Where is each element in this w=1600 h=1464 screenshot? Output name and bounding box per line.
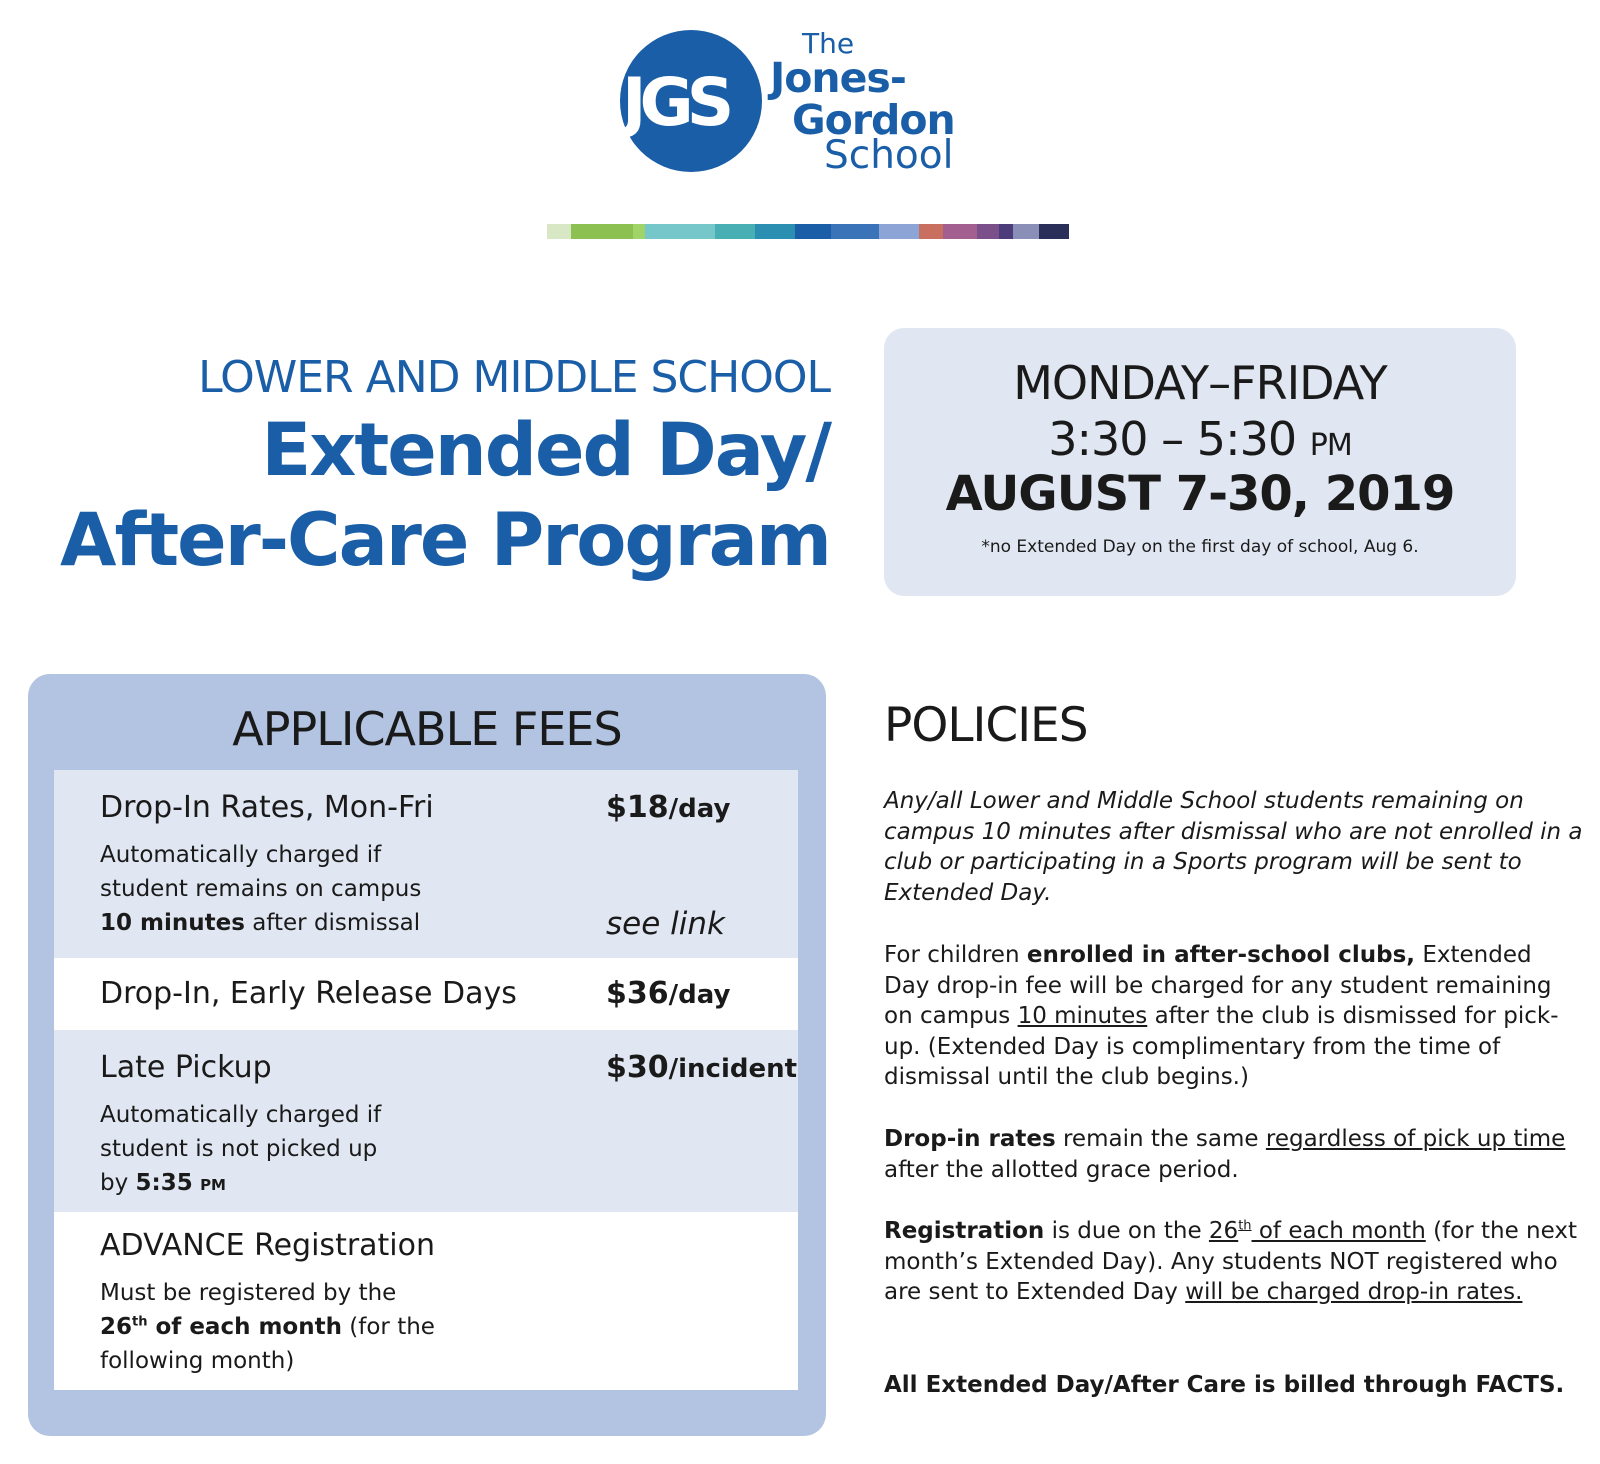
stripe-segment: [943, 224, 977, 239]
fee-price-amount: $36: [606, 976, 669, 1011]
fee-desc-line: Automatically charged if: [100, 842, 382, 868]
fee-label: Drop-In, Early Release Days: [100, 976, 517, 1011]
stripe-segment: [1013, 224, 1039, 239]
fee-row-advance-registration: [54, 1212, 798, 1390]
fee-desc-line: Automatically charged if: [100, 1102, 382, 1128]
schedule-note: *no Extended Day on the first day of school, Aug 6.: [981, 536, 1419, 557]
fee-price: [606, 1050, 797, 1085]
title-heading: [20, 406, 830, 586]
fee-label: Drop-In Rates, Mon-Fri: [100, 790, 434, 825]
policy-bold: enrolled in after-school clubs,: [1026, 942, 1416, 968]
title-line-1: Extended Day/: [261, 408, 830, 493]
title-line-2: After-Care Program: [60, 498, 830, 583]
fee-price-unit: /day: [668, 794, 731, 824]
fee-row-late-pickup: [54, 1030, 798, 1212]
stripe-segment: [831, 224, 879, 239]
schedule-time-suffix: PM: [1309, 428, 1352, 463]
title-subheading: LOWER AND MIDDLE SCHOOL: [198, 352, 830, 403]
policy-underline: 26: [1208, 1218, 1239, 1244]
policy-text: after the allotted grace period.: [884, 1156, 1239, 1183]
fee-price-amount: $30: [606, 1050, 669, 1085]
logo-line-1: The: [802, 27, 855, 60]
fee-desc-text: by: [100, 1170, 136, 1196]
stripe-segment: [715, 224, 755, 239]
stripe-segment: [633, 224, 645, 239]
stripe-segment: [999, 224, 1013, 239]
fees-title: APPLICABLE FEES: [232, 702, 622, 756]
stripe-segment: [977, 224, 999, 239]
stripe-segment: [755, 224, 795, 239]
fee-label: Late Pickup: [100, 1050, 272, 1085]
logo-line-3: Gordon: [792, 96, 955, 144]
policy-underline: will be charged drop-in rates.: [1185, 1279, 1523, 1305]
policy-text: For children: [884, 942, 1027, 968]
policy-sup: th: [1238, 1218, 1252, 1234]
see-link[interactable]: see link: [606, 906, 725, 942]
schedule-dates: AUGUST 7-30, 2019: [945, 466, 1455, 522]
policy-underline: regardless of pick up time: [1265, 1126, 1566, 1152]
fee-desc-line: student remains on campus: [100, 876, 422, 902]
schedule-days: MONDAY–FRIDAY: [1013, 356, 1387, 410]
policy-text: (for the next month’s Extended Day). Any students NOT registered who are sent to Extended Day: [884, 1218, 1577, 1305]
fee-desc-suffix: PM: [200, 1176, 226, 1194]
fee-desc-line: [100, 1166, 381, 1202]
policy-paragraph-2: [884, 940, 1584, 1093]
logo-monogram: JGS: [622, 64, 728, 141]
policy-underline: of each month: [1251, 1218, 1426, 1244]
fee-desc-line: [100, 906, 421, 940]
fee-desc-bold: 5:35: [135, 1170, 193, 1196]
stripe-segment: [571, 224, 633, 239]
fee-desc-line: Must be registered by the: [100, 1280, 397, 1306]
fee-desc-sup: th: [132, 1314, 148, 1330]
fee-desc-line: [100, 1310, 435, 1344]
fee-desc-text: after dismissal: [244, 910, 421, 936]
fee-price-amount: $18: [606, 790, 669, 825]
stripe-segment: [645, 224, 715, 239]
fee-description: [100, 1276, 435, 1378]
fee-desc-text: (for the: [341, 1314, 435, 1340]
fee-desc-bold: of each month: [147, 1314, 342, 1340]
policies-title: POLICIES: [884, 698, 1088, 753]
stripe-segment: [547, 224, 571, 239]
fee-price: [606, 976, 730, 1011]
fee-desc-bold: 10 minutes: [100, 910, 245, 936]
fee-label: ADVANCE Registration: [100, 1228, 436, 1263]
fee-desc-line: following month): [100, 1348, 295, 1374]
policy-bold: Registration: [884, 1218, 1045, 1244]
policy-text: after the club is dismissed for pick-up. (Extended Day is complimentary from the time of dismissal until the club begins.): [884, 1003, 1559, 1090]
stripe-segment: [795, 224, 831, 239]
stripe-segment: [879, 224, 919, 239]
schedule-time: [884, 412, 1516, 466]
fee-price-unit: /day: [668, 980, 731, 1010]
school-logo: [620, 28, 990, 178]
schedule-time-range: 3:30 – 5:30: [1048, 412, 1297, 466]
policy-text: remain the same: [1055, 1126, 1266, 1152]
fee-desc-line: student is not picked up: [100, 1136, 378, 1162]
logo-line-4: School: [824, 133, 954, 178]
fee-row-early-release: [54, 958, 798, 1030]
policy-paragraph-5: All Extended Day/After Care is billed through FACTS.: [884, 1372, 1565, 1398]
logo-line-2: Jones-: [770, 54, 906, 102]
fee-price-unit: /incident: [668, 1054, 798, 1084]
schedule-box: [884, 328, 1516, 596]
fee-price: [606, 790, 730, 825]
policy-paragraph-3: [884, 1124, 1584, 1185]
policy-paragraph-4: [884, 1216, 1584, 1308]
logo-monogram-circle: [620, 30, 762, 172]
policy-text: Extended Day drop-in fee will be charged for any student remaining on campus: [884, 942, 1552, 1029]
stripe-segment: [1039, 224, 1069, 239]
applicable-fees-panel: [28, 674, 826, 1436]
policy-text: is due on the: [1044, 1218, 1209, 1244]
fee-row-drop-in: [54, 770, 798, 958]
color-stripe-divider: [547, 224, 1049, 239]
policy-paragraph-1: Any/all Lower and Middle School students remaining on campus 10 minutes after dismissal who are not enrolled in a club or participating in a Sports program will be sent to Extended Day.: [884, 788, 1583, 906]
policy-underline: 10 minutes: [1017, 1003, 1148, 1029]
fee-description: [100, 1098, 381, 1202]
fee-desc-bold: 26: [100, 1314, 133, 1340]
program-title: [20, 352, 830, 586]
stripe-segment: [919, 224, 943, 239]
fee-description: [100, 838, 421, 940]
policy-bold: Drop-in rates: [884, 1126, 1056, 1152]
